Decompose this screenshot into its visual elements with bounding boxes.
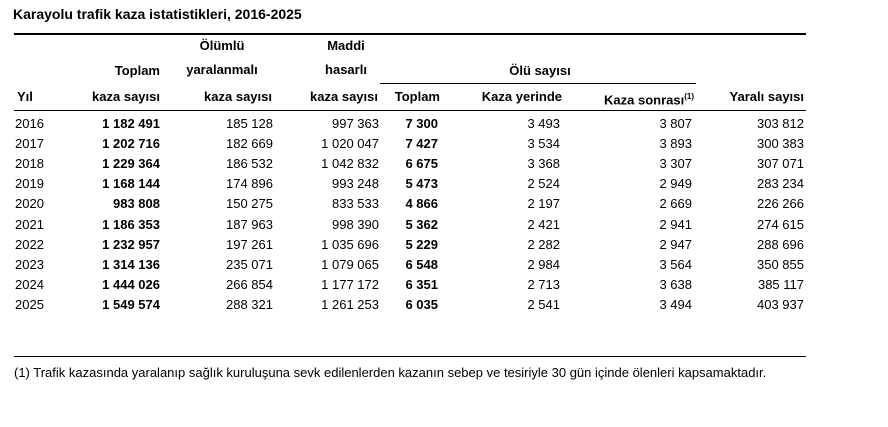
cell-deaths-total: 6 351 [405, 277, 438, 293]
cell-fatal-injury: 235 071 [226, 256, 273, 272]
cell-year: 2023 [15, 256, 44, 272]
bottom-rule [14, 356, 806, 357]
header-olumlu-line1: Ölümlü [199, 38, 245, 53]
table-row [15, 254, 804, 274]
header-kaza-yerinde: Kaza yerinde [481, 89, 562, 104]
cell-fatal-injury: 174 896 [226, 176, 273, 192]
cell-deaths-after: 2 949 [659, 176, 692, 192]
olu-group-rule [380, 83, 696, 84]
cell-deaths-after: 3 494 [659, 297, 692, 313]
cell-total-accidents: 1 186 353 [102, 216, 160, 232]
cell-deaths-after: 2 947 [659, 236, 692, 252]
cell-year: 2024 [15, 277, 44, 293]
cell-material-damage: 998 390 [332, 216, 379, 232]
header-toplam-line2: kaza sayısı [92, 89, 160, 104]
cell-deaths-total: 5 362 [405, 216, 438, 232]
cell-total-accidents: 983 808 [113, 196, 160, 212]
cell-deaths-after: 3 893 [659, 135, 692, 151]
cell-material-damage: 1 079 065 [321, 256, 379, 272]
cell-deaths-at-scene: 2 197 [527, 196, 560, 212]
cell-deaths-at-scene: 2 713 [527, 277, 560, 293]
cell-total-accidents: 1 444 026 [102, 277, 160, 293]
cell-material-damage: 1 177 172 [321, 277, 379, 293]
header-maddi-line2: hasarlı [325, 62, 367, 77]
cell-year: 2025 [15, 297, 44, 313]
table-row [15, 113, 804, 133]
cell-total-accidents: 1 182 491 [102, 115, 160, 131]
cell-deaths-total: 6 035 [405, 297, 438, 313]
table-row [15, 295, 804, 315]
accident-table [15, 113, 804, 315]
cell-year: 2019 [15, 176, 44, 192]
table-title: Karayolu trafik kaza istatistikleri, 2016-2025 [13, 6, 302, 22]
header-olumlu-line3: kaza sayısı [204, 89, 272, 104]
cell-total-accidents: 1 229 364 [102, 155, 160, 171]
cell-deaths-after: 2 669 [659, 196, 692, 212]
header-toplam-line1: Toplam [114, 63, 160, 78]
cell-deaths-total: 7 427 [405, 135, 438, 151]
cell-deaths-total: 4 866 [405, 196, 438, 212]
table-row [15, 214, 804, 234]
table-row [15, 275, 804, 295]
header-kaza-sonrasi [550, 88, 694, 109]
table-row [15, 133, 804, 153]
cell-year: 2017 [15, 135, 44, 151]
cell-deaths-at-scene: 3 368 [527, 155, 560, 171]
cell-material-damage: 1 261 253 [321, 297, 379, 313]
cell-injured: 307 071 [757, 155, 804, 171]
table-body [15, 113, 804, 315]
cell-injured: 288 696 [757, 236, 804, 252]
cell-deaths-at-scene: 2 984 [527, 256, 560, 272]
table-row [15, 234, 804, 254]
cell-deaths-total: 7 300 [405, 115, 438, 131]
cell-deaths-after: 3 807 [659, 115, 692, 131]
cell-deaths-at-scene: 2 421 [527, 216, 560, 232]
cell-total-accidents: 1 314 136 [102, 256, 160, 272]
cell-injured: 385 117 [757, 277, 804, 293]
header-maddi-line1: Maddi [327, 38, 365, 53]
cell-total-accidents: 1 168 144 [102, 176, 160, 192]
cell-injured: 300 383 [757, 135, 804, 151]
cell-material-damage: 833 533 [332, 196, 379, 212]
cell-deaths-after: 3 307 [659, 155, 692, 171]
top-rule [14, 33, 806, 35]
header-kaza-sonrasi-label: Kaza sonrası [604, 92, 685, 108]
cell-material-damage: 1 035 696 [321, 236, 379, 252]
cell-total-accidents: 1 232 957 [102, 236, 160, 252]
cell-injured: 283 234 [757, 176, 804, 192]
cell-fatal-injury: 185 128 [226, 115, 273, 131]
header-olumlu-line2: yaralanmalı [186, 62, 258, 77]
header-yarali: Yaralı sayısı [729, 89, 804, 104]
cell-fatal-injury: 182 669 [226, 135, 273, 151]
cell-deaths-total: 5 473 [405, 176, 438, 192]
cell-injured: 350 855 [757, 256, 804, 272]
cell-injured: 274 615 [757, 216, 804, 232]
cell-year: 2018 [15, 155, 44, 171]
header-rule [14, 110, 806, 111]
cell-deaths-at-scene: 3 493 [527, 115, 560, 131]
cell-year: 2020 [15, 196, 44, 212]
header-maddi-line3: kaza sayısı [310, 89, 378, 104]
cell-deaths-at-scene: 2 524 [527, 176, 560, 192]
cell-material-damage: 997 363 [332, 115, 379, 131]
cell-deaths-total: 5 229 [405, 236, 438, 252]
cell-total-accidents: 1 202 716 [102, 135, 160, 151]
cell-deaths-at-scene: 2 282 [527, 236, 560, 252]
header-olu-group: Ölü sayısı [509, 63, 571, 78]
footnote-marker: (1) [684, 92, 694, 101]
cell-injured: 303 812 [757, 115, 804, 131]
table-row [15, 153, 804, 173]
cell-injured: 403 937 [757, 297, 804, 313]
cell-fatal-injury: 288 321 [226, 297, 273, 313]
cell-material-damage: 993 248 [332, 176, 379, 192]
cell-deaths-after: 3 564 [659, 256, 692, 272]
cell-fatal-injury: 266 854 [226, 277, 273, 293]
table-row [15, 174, 804, 194]
header-olu-toplam: Toplam [394, 89, 440, 104]
cell-year: 2021 [15, 216, 44, 232]
cell-deaths-after: 2 941 [659, 216, 692, 232]
cell-fatal-injury: 186 532 [226, 155, 273, 171]
cell-year: 2016 [15, 115, 44, 131]
header-yil: Yıl [17, 89, 33, 104]
cell-total-accidents: 1 549 574 [102, 297, 160, 313]
cell-fatal-injury: 150 275 [226, 196, 273, 212]
cell-deaths-total: 6 675 [405, 155, 438, 171]
cell-injured: 226 266 [757, 196, 804, 212]
cell-material-damage: 1 042 832 [321, 155, 379, 171]
cell-deaths-after: 3 638 [659, 277, 692, 293]
cell-year: 2022 [15, 236, 44, 252]
table-row [15, 194, 804, 214]
cell-deaths-total: 6 548 [405, 256, 438, 272]
cell-fatal-injury: 187 963 [226, 216, 273, 232]
cell-deaths-at-scene: 3 534 [527, 135, 560, 151]
footnote: (1) Trafik kazasında yaralanıp sağlık kuruluşuna sevk edilenlerden kazanın sebep ve tesiriyle 30 gün içinde ölenleri kapsamaktadır. [14, 365, 767, 380]
cell-fatal-injury: 197 261 [226, 236, 273, 252]
cell-deaths-at-scene: 2 541 [527, 297, 560, 313]
cell-material-damage: 1 020 047 [321, 135, 379, 151]
